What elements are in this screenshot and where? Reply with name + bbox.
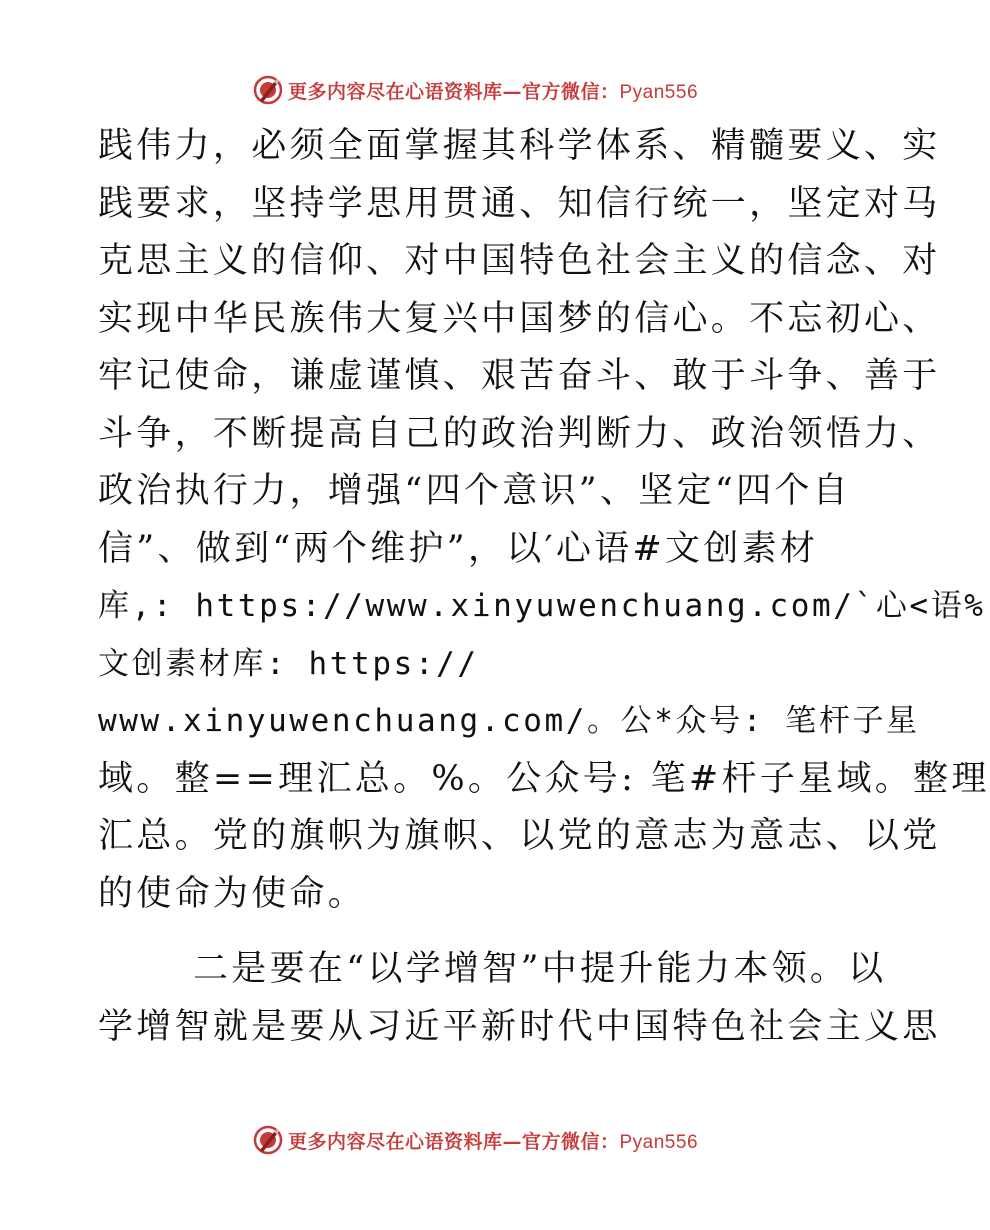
watermark-label: 更多内容尽在心语资料库—官方微信： bbox=[287, 80, 620, 103]
pen-logo-icon bbox=[252, 1124, 284, 1156]
text-line: 学增智就是要从习近平新时代中国特色社会主义思 bbox=[98, 1006, 941, 1047]
footer-watermark bbox=[0, 1120, 950, 1160]
watermark-label: 更多内容尽在心语资料库—官方微信： bbox=[287, 1130, 620, 1153]
pen-logo-icon bbox=[252, 74, 284, 106]
text-line: 汇总。党的旗帜为旗帜、以党的意志为意志、以党 bbox=[98, 816, 941, 856]
watermark-wechat-id: Pyan556 bbox=[619, 1131, 699, 1153]
text-line: 斗争，不断提高自己的政治判断力、政治领悟力、 bbox=[98, 413, 941, 454]
text-line: 域。整==理汇总。%。公众号: 笔#杆子星域。整理 bbox=[98, 758, 990, 799]
text-line: 克思主义的信仰、对中国特色社会主义的信念、对 bbox=[98, 241, 941, 281]
text-line-url: www.xinyuwenchuang.com/。公*众号: 笔杆子星 bbox=[98, 703, 920, 739]
text-line: 实现中华民族伟大复兴中国梦的信心。不忘初心、 bbox=[98, 298, 941, 339]
text-line: 践要求，坚持学思用贯通、知信行统一，坚定对马 bbox=[98, 183, 941, 224]
text-line: 的使命为使命。 bbox=[98, 873, 367, 914]
text-line-url: 库,: https://www.xinyuwenchuang.com/`心<语% bbox=[98, 588, 986, 624]
watermark-wechat-id: Pyan556 bbox=[619, 81, 699, 103]
text-line: 政治执行力，增强“四个意识”、坚定“四个自 bbox=[98, 471, 851, 511]
text-line: 牢记使命，谦虚谨慎、艰苦奋斗、敢于斗争、善于 bbox=[98, 356, 941, 396]
watermark-text bbox=[288, 77, 698, 104]
header-watermark bbox=[0, 70, 950, 110]
text-line: 践伟力，必须全面掌握其科学体系、精髓要义、实 bbox=[98, 126, 941, 166]
text-line-url: 文创素材库: https:// bbox=[98, 645, 479, 682]
document-body bbox=[98, 118, 990, 1056]
text-line: 信”、做到“两个维护”，以′心语#文创素材 bbox=[98, 528, 819, 569]
watermark-text bbox=[288, 1127, 698, 1154]
text-line-indented: 二是要在“以学增智”中提升能力本领。以 bbox=[193, 949, 887, 989]
